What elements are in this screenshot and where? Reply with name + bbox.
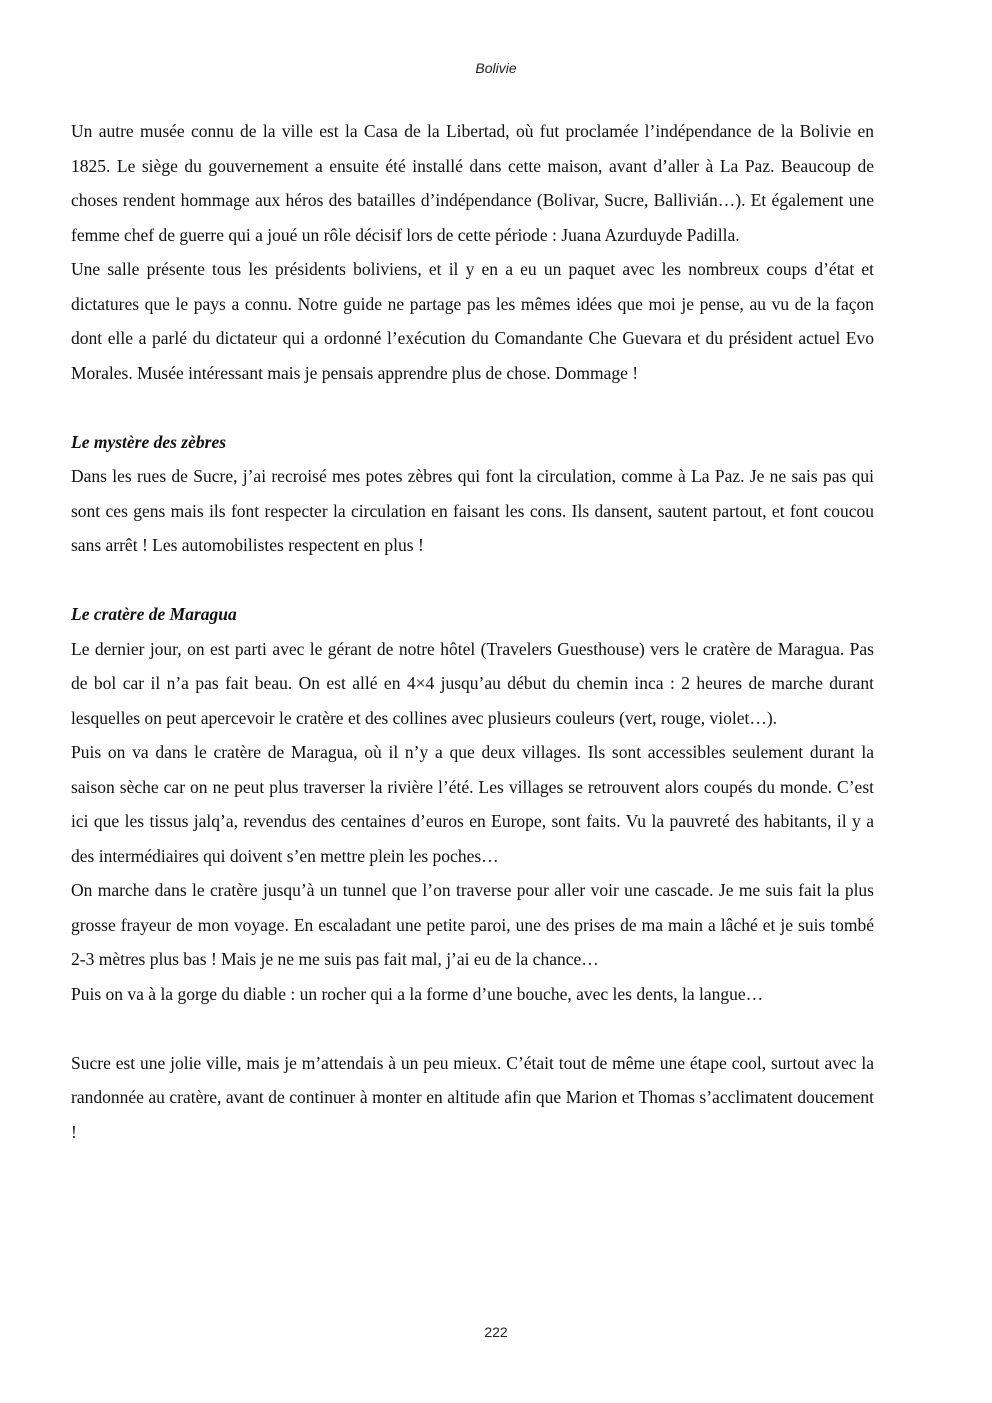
- paragraph-casa-libertad: Un autre musée connu de la ville est la Casa de la Libertad, où fut proclamée l’indépendance de la Bolivie en 1825. Le siège du gouvernement a ensuite été installé dans cette maison, avant d’aller à La Paz. Beaucoup de choses rendent hommage aux héros des batailles d’indépendance (Bolivar, Sucre, Ballivián…). Et également une femme chef de guerre qui a joué un rôle décisif lors de cette période : Juana Azurduyde Padilla.: [71, 121, 874, 245]
- paragraph-maragua-1: Le dernier jour, on est parti avec le gérant de notre hôtel (Travelers Guesthouse) vers le cratère de Maragua. Pas de bol car il n’a pas fait beau. On est allé en 4×4 jusqu’au début du chemin inca : 2 heures de marche durant lesquelles on peut apercevoir le cratère et des collines avec plusieurs couleurs (vert, rouge, violet…).: [71, 638, 874, 728]
- paragraph-maragua-3: On marche dans le cratère jusqu’à un tunnel que l’on traverse pour aller voir une cascade. Je me suis fait la plus grosse frayeur de mon voyage. En escaladant une petite paroi, une des prises de ma main a lâché et je suis tombé 2-3 mètres plus bas ! Mais je ne me suis pas fait mal, j’ai eu de la chance…: [71, 880, 874, 969]
- paragraph-maragua-4: Puis on va à la gorge du diable : un rocher qui a la forme d’une bouche, avec les dents, la langue…: [71, 983, 764, 1004]
- paragraph-presidents: Une salle présente tous les présidents boliviens, et il y en a eu un paquet avec les nombreux coups d’état et dictatures que le pays a connu. Notre guide ne partage pas les mêmes idées que moi je pense, au vu de la façon dont elle a parlé du dictateur qui a ordonné l’exécution du Comandante Che Guevara et du président actuel Evo Morales. Musée intéressant mais je pensais apprendre plus de chose. Dommage !: [71, 259, 874, 383]
- page-number: 222: [484, 1324, 508, 1340]
- paragraph-zebres: Dans les rues de Sucre, j’ai recroisé mes potes zèbres qui font la circulation, comme à La Paz. Je ne sais pas qui sont ces gens mais ils font respecter la circulation en faisant les cons. Ils dansent, sautent partout, et font coucou sans arrêt ! Les automobilistes respectent en plus !: [71, 466, 874, 555]
- heading-maragua: Le cratère de Maragua: [71, 604, 237, 624]
- paragraph-maragua-2: Puis on va dans le cratère de Maragua, où il n’y a que deux villages. Ils sont accessibles seulement durant la saison sèche car on ne peut plus traverser la rivière l’été. Les villages se retrouvent alors coupés du monde. C’est ici que les tissus jalq’a, revendus des centaines d’euros en Europe, sont faits. Vu la pauvreté des habitants, il y a des intermédiaires qui doivent s’en mettre plein les poches…: [71, 742, 874, 866]
- heading-zebres: Le mystère des zèbres: [71, 431, 227, 452]
- running-header: Bolivie: [475, 60, 517, 76]
- paragraph-conclusion: Sucre est une jolie ville, mais je m’attendais à un peu mieux. C’était tout de même une étape cool, surtout avec la randonnée au cratère, avant de continuer à monter en altitude afin que Marion et Thomas s’acclimatent doucement !: [71, 1052, 874, 1142]
- body-text: [71, 114, 874, 1149]
